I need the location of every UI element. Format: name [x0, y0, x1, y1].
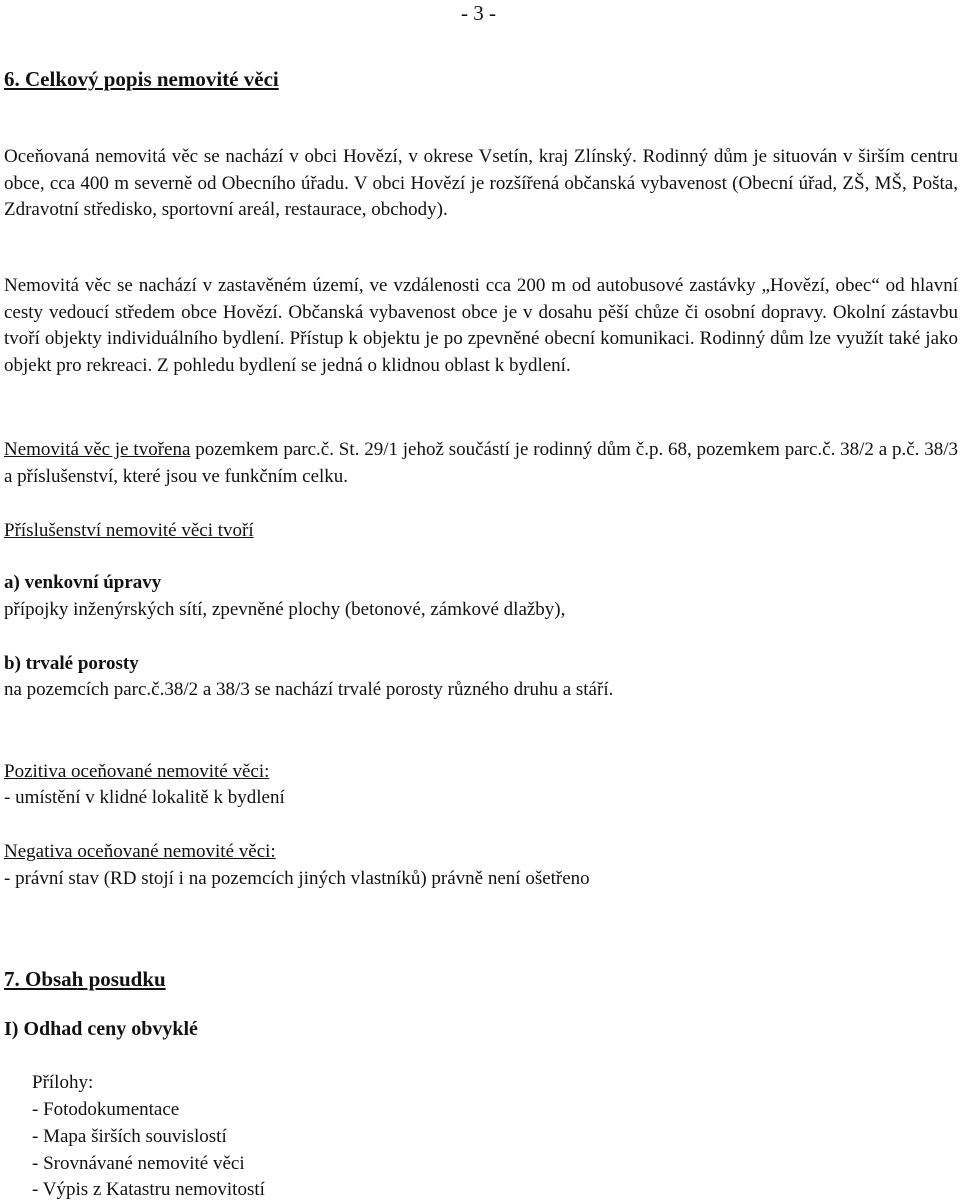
outdoor-improvements-text: přípojky inženýrských sítí, zpevněné plochy (betonové, zámkové dlažby),: [4, 599, 566, 620]
positives-item: - umístění v klidné lokalitě k bydlení: [4, 787, 285, 808]
paragraph-surroundings: Nemovitá věc se nachází v zastavěném území, ve vzdálenosti cca 200 m od autobusové zastávky „Hovězí, obec“ od hlavní cesty vedoucí středem obce Hovězí. Občanská vybavenost obce je v dosahu pěší chůze či osobní dopravy. Okolní zástavbu tvoří objekty individuálního bydlení. Přístup k objektu je po zpevněné obecní komunikaci. Rodinný dům lze využít také jako objekt pro rekreaci. Z pohledu bydlení se jedná o klidnou oblast k bydlení.: [4, 275, 958, 376]
negatives-item: - právní stav (RD stojí i na pozemcích jiných vlastníků) právně není ošetřeno: [4, 868, 590, 889]
outdoor-improvements-title: a) venkovní úpravy: [4, 572, 162, 593]
paragraph-composition: [4, 437, 958, 490]
paragraph-location: Oceňovaná nemovitá věc se nachází v obci Hovězí, v okrese Vsetín, kraj Zlínský. Rodinný dům je situován v širším centru obce, cca 400 m severně od Obecního úřadu. V obci Hovězí je rozšířená občanská vybavenost (Obecní úřad, ZŠ, MŠ, Pošta, Zdravotní středisko, sportovní areál, restaurace, obchody).: [4, 146, 958, 220]
permanent-vegetation-title: b) trvalé porosty: [4, 653, 139, 674]
page-number: - 3 -: [461, 1, 496, 25]
section-7-title: 7. Obsah posudku: [4, 967, 166, 991]
section-6-title: 6. Celkový popis nemovité věci: [4, 67, 279, 91]
attachments-label: Přílohy:: [32, 1072, 94, 1093]
permanent-vegetation-text: na pozemcích parc.č.38/2 a 38/3 se nachází trvalé porosty různého druhu a stáří.: [4, 679, 614, 700]
attachment-item: - Fotodokumentace: [32, 1099, 180, 1120]
negatives-title: Negativa oceňované nemovité věci:: [4, 841, 276, 862]
positives-title: Pozitiva oceňované nemovité věci:: [4, 761, 270, 782]
section-7-subtitle: I) Odhad ceny obvyklé: [4, 1018, 198, 1040]
attachment-item: - Srovnávané nemovité věci: [32, 1153, 245, 1174]
attachment-item: - Mapa širších souvislostí: [32, 1126, 227, 1147]
composition-text: pozemkem parc.č. St. 29/1 jehož součástí je rodinný dům č.p. 68, pozemkem parc.č. 38/2 a p.č. 38/3 a příslušenství, které jsou ve funkčním celku.: [4, 439, 958, 487]
accessories-title: Příslušenství nemovité věci tvoří: [4, 520, 254, 541]
composition-label: Nemovitá věc je tvořena: [4, 439, 191, 460]
attachment-item: - Výpis z Katastru nemovitostí: [32, 1179, 265, 1200]
